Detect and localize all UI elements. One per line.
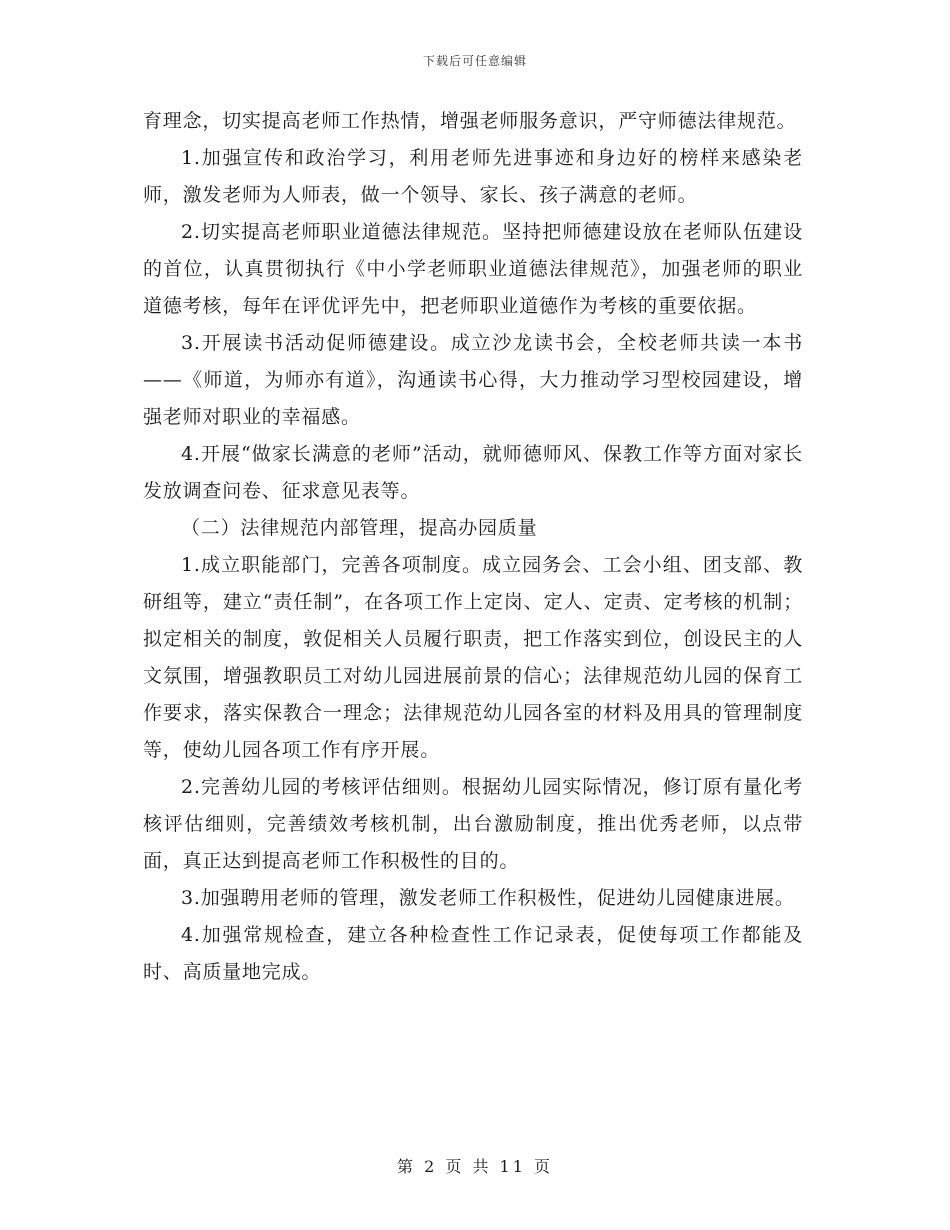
paragraph-item-4: 4.开展“做家长满意的老师”活动，就师德师风、保教工作等方面对家长发放调查问卷、征求意见表等。	[143, 443, 803, 502]
paragraph-section2-item-2: 2.完善幼儿园的考核评估细则。根据幼儿园实际情况，修订原有量化考核评估细则，完善绩效考核机制，出台激励制度，推出优秀老师，以点带面，真正达到提高老师工作积极性的目的。	[143, 776, 803, 872]
paragraph-section2-item-4: 4.加强常规检查，建立各种检查性工作记录表，促使每项工作都能及时、高质量地完成。	[143, 924, 803, 983]
paragraph-section2-item-3: 3.加强聘用老师的管理，激发老师工作积极性，促进幼儿园健康进展。	[181, 887, 795, 909]
section-heading: （二）法律规范内部管理，提高办园质量	[181, 517, 538, 539]
document-body	[143, 103, 803, 991]
page-header-note: 下载后可任意编辑	[422, 54, 527, 68]
paragraph-item-1: 1.加强宣传和政治学习，利用老师先进事迹和身边好的榜样来感染老师，激发老师为人师表，做一个领导、家长、孩子满意的老师。	[143, 147, 803, 206]
paragraph-item-2: 2.切实提高老师职业道德法律规范。坚持把师德建设放在老师队伍建设的首位，认真贯彻执行《中小学老师职业道德法律规范》，加强老师的职业道德考核，每年在评优评先中，把老师职业道德作为考核的重要依据。	[143, 221, 803, 317]
paragraph-item-3: 3.开展读书活动促师德建设。成立沙龙读书会，全校老师共读一本书——《师道，为师亦有道》，沟通读书心得，大力推动学习型校园建设，增强老师对职业的幸福感。	[143, 332, 803, 428]
page-number-footer: 第 2 页 共 11 页	[397, 1157, 553, 1176]
paragraph-section2-item-1: 1.成立职能部门，完善各项制度。成立园务会、工会小组、团支部、教研组等，建立“责任制”，在各项工作上定岗、定人、定责、定考核的机制；拟定相关的制度，敦促相关人员履行职责，把工作落实到位，创设民主的人文氛围，增强教职员工对幼儿园进展前景的信心；法律规范幼儿园的保育工作要求，落实保教合一理念；法律规范幼儿园各室的材料及用具的管理制度等，使幼儿园各项工作有序开展。	[143, 554, 803, 761]
paragraph-continuation: 育理念，切实提高老师工作热情，增强老师服务意识，严守师德法律规范。	[143, 110, 797, 132]
